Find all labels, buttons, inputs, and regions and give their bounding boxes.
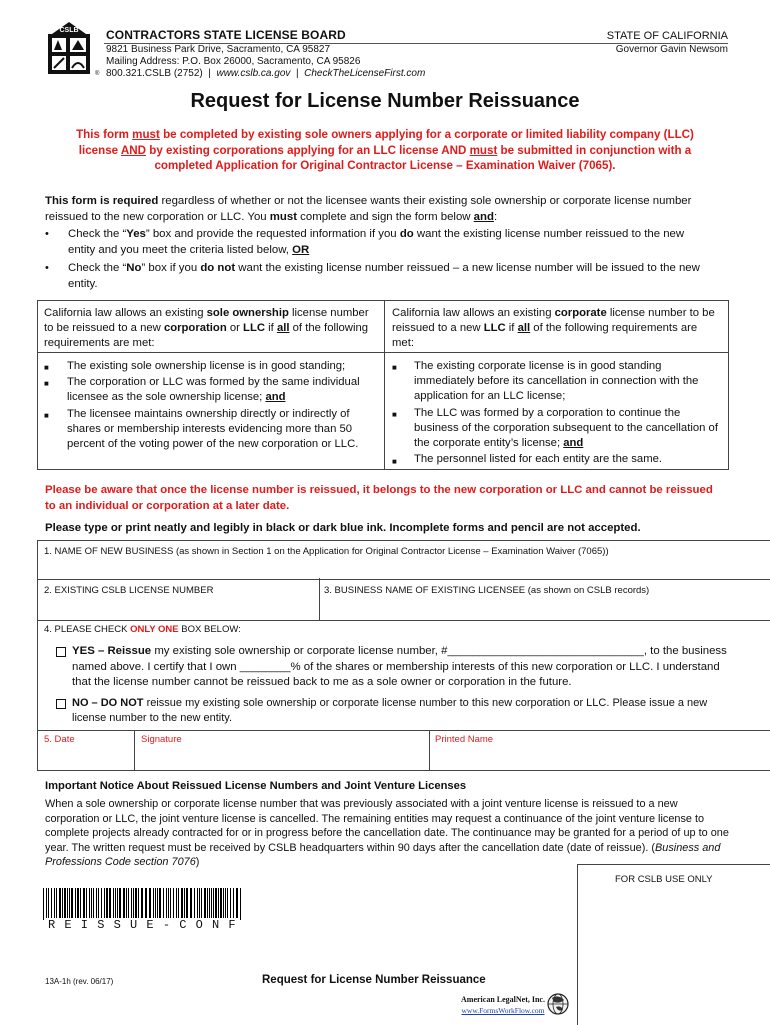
barcode-bar [173,888,174,920]
corporate-heading: California law allows an existing corporate license number to be reissued to a new LLC if all of the following requirements are met: [392,307,715,349]
state-label: STATE OF CALIFORNIA [606,30,728,42]
date-field[interactable] [37,730,135,771]
corporate-item-3: The personnel listed for each entity are the same. [414,453,663,465]
barcode-bar [101,888,102,920]
barcode-bar [197,888,198,920]
barcode-bar [190,888,192,920]
square-bullet: ■ [392,457,397,466]
barcode-bar [131,888,132,920]
contact-line [106,68,425,80]
legalnet-globe-icon [546,992,570,1016]
barcode-bar [230,888,231,920]
barcode-bar [43,888,44,920]
barcode-bar [135,888,137,920]
barcode-bar [215,888,217,920]
existing-business-name-field[interactable] [318,578,770,621]
field-label: 5. Date [44,734,75,745]
barcode-bar [184,888,185,920]
barcode-bar [96,888,97,920]
ink-notice: Please type or print neatly and legibly in black or dark blue ink. Incomplete forms and pencil are not accepted. [45,522,641,534]
signature-field[interactable] [133,730,430,771]
barcode-bar [126,888,127,920]
notice-body: When a sole ownership or corporate license number that was previously associated with a joint venture license is reissued to a new corporation or LLC, the joint venture license is cancelled. The remaining entities may request a continuance of the joint venture license to complete projects already contracted for or in progress before the cancellation date. The continuance may be granted for a period of up to one year. The written request must be received by CSLB headquarters within 90 days after the cancellation date (date of reissue). (Business and Professions Code section 7076) [45,798,729,868]
field-label: 2. EXISTING CSLB LICENSE NUMBER [44,585,214,596]
address-line-2: Mailing Address: P.O. Box 26000, Sacramento, CA 95826 [106,56,361,67]
no-option: NO – DO NOT reissue my existing sole ownership or corporate license number to this new corporation or LLC. Please issue a new license number to the new entity. [56,696,732,726]
barcode-bar [209,888,210,920]
barcode-bar [159,888,161,920]
barcode-bar [117,888,118,920]
field-label: 3. BUSINESS NAME OF EXISTING LICENSEE (as shown on CSLB records) [324,585,650,596]
barcode-bar [141,888,143,920]
square-bullet: ■ [392,363,397,372]
barcode-bar [211,888,212,920]
barcode-bar [145,888,147,920]
yes-checkbox[interactable] [56,647,66,657]
website-link[interactable]: www.cslb.ca.gov [216,68,291,79]
square-bullet: ■ [44,379,49,388]
board-name: CONTRACTORS STATE LICENSE BOARD [106,28,346,42]
printed-name-field[interactable] [429,730,770,771]
barcode-bar [201,888,202,920]
corporate-item-2: The LLC was formed by a corporation to continue the business of the corporation subsequent to the cancellation of the corporate entity’s license; and [414,407,718,449]
barcode-bar [170,888,171,920]
barcode-bar [204,888,206,920]
barcode-bar [46,888,47,920]
barcode-bar [51,888,52,920]
notice-heading: Important Notice About Reissued License Numbers and Joint Venture Licenses [45,780,467,792]
address-line-1: 9821 Business Park Drive, Sacramento, CA 95827 [106,44,331,55]
barcode-bar [59,888,61,920]
legalnet-url[interactable]: www.FormsWorkFlow.com [461,1006,545,1015]
barcode-bar [64,888,66,920]
field-label: Printed Name [435,734,494,745]
barcode-bar [109,888,111,920]
page-title: Request for License Number Reissuance [190,90,580,112]
sole-ownership-item-3: The licensee maintains ownership directly or indirectly of shares or membership interests evidencing more than 50 percent of the voting power of the new corporation or LLC. [67,408,359,450]
field-label: Signature [141,734,182,745]
barcode-bar [220,888,222,920]
field-label: 1. NAME OF NEW BUSINESS (as shown in Section 1 on the Application for Original Contractor License – Examination Waiver (7065)) [44,546,609,557]
barcode-bar [240,888,241,920]
criteria-table [37,300,729,470]
bullet-no: Check the “No” box if you do not want the existing license number reissued – a new license number will be issued to the new entity. [68,262,700,290]
yes-option: YES – Reissue my existing sole ownership or corporate license number, #_______________________________, to the business named above. I certify that I own ________% of the shares or membership interests of this new corporation or LLC. I understand that the license number cannot be reissued back to me as a sole owner or corporation in the future. [56,644,732,691]
barcode-bar [181,888,183,920]
barcode-bar [62,888,63,920]
barcode-bar [113,888,114,920]
barcode-bar [128,888,129,920]
corporate-item-1: The existing corporate license is in good standing immediately before its cancellation in connection with the application for an LLC license; [414,360,699,402]
barcode-bar [213,888,214,920]
existing-license-number-field[interactable] [37,578,320,621]
barcode-bar [163,888,164,920]
barcode-bar [69,888,70,920]
bullet-yes: Check the “Yes” box and provide the requested information if you do want the existing license number reissued to the new entity and you meet the criteria listed below, OR [68,228,685,256]
barcode-bar [218,888,219,920]
barcode-bar [194,888,195,920]
barcode-bar [75,888,76,920]
footer-title: Request for License Number Reissuance [262,974,486,986]
barcode-bar [236,888,238,920]
barcode-bar [199,888,200,920]
no-checkbox[interactable] [56,699,66,709]
barcode-bar [48,888,49,920]
barcode-bar [54,888,55,920]
barcode-bar [71,888,73,920]
logo-text: CSLB [59,27,79,34]
barcode-bar [166,888,167,920]
sole-ownership-item-2: The corporation or LLC was formed by the same individual licensee as the sole ownership license; and [67,376,360,403]
barcode-bar [227,888,228,920]
barcode-bar [77,888,79,920]
barcode-bar [86,888,87,920]
barcode-bar [83,888,85,920]
barcode-bar [176,888,177,920]
cslb-logo [44,20,94,76]
barcode-bar [106,888,108,920]
barcode-bar [233,888,234,920]
slogan-link[interactable]: CheckTheLicenseFirst.com [304,68,426,79]
barcode-bar [80,888,81,920]
required-paragraph: This form is required regardless of whether or not the licensee wants their existing sole ownership or corporate license number reissued to the new corporation or LLC. You must complete and sign the form below and: [45,195,692,223]
phone: 800.321.CSLB (2752) [106,68,203,79]
barcode-bar [67,888,68,920]
barcode-bar [225,888,226,920]
barcode-bar [138,888,139,920]
barcode-bar [91,888,92,920]
governor-label: Governor Gavin Newsom [615,44,728,55]
barcode-bar [149,888,151,920]
barcode-bar [207,888,208,920]
field-label: 4. PLEASE CHECK ONLY ONE BOX BELOW: [44,624,241,635]
sole-ownership-item-1: The existing sole ownership license is in good standing; [67,360,346,372]
registered-mark: ® [95,71,100,77]
separator: | [208,68,211,79]
barcode-bar [133,888,134,920]
barcode-bar [168,888,169,920]
barcode-bar [98,888,99,920]
square-bullet: ■ [44,411,49,420]
barcode-bar [123,888,125,920]
reissue-warning: Please be aware that once the license number is reissued, it belongs to the new corporation or LLC and cannot be reissued to an individual or corporation at a later date. [45,484,713,512]
sole-ownership-heading: California law allows an existing sole ownership license number to be reissued to a new corporation or LLC if all of the following requirements are met: [44,307,369,349]
barcode-bar [115,888,116,920]
barcode-bar [119,888,121,920]
new-business-name-field[interactable] [37,540,770,580]
bullet-dot: • [45,262,49,274]
barcode-bar [155,888,156,920]
separator: | [295,68,299,79]
barcode-bar [157,888,158,920]
barcode-bar [93,888,94,920]
cslb-use-label: FOR CSLB USE ONLY [615,874,713,885]
bullet-dot: • [45,228,49,240]
barcode-bar [153,888,154,920]
barcode-bar [104,888,105,920]
barcode-bar [178,888,179,920]
barcode-bar [56,888,57,920]
cslb-use-box [577,864,770,1025]
barcode-bar [89,888,90,920]
square-bullet: ■ [392,410,397,419]
intro-notice: This form must be completed by existing sole owners applying for a corporate or limited liability company (LLC) license AND by existing corporations applying for an LLC license AND must be submitted in conjunction with a completed Application for Original Contractor License – Examination Waiver (7065). [76,128,694,172]
barcode-bar [186,888,188,920]
barcode-bar [223,888,224,920]
square-bullet: ■ [44,363,49,372]
barcode-text: R E I S S U E - C O N F [48,918,237,932]
legalnet-name: American LegalNet, Inc. [461,995,545,1004]
form-number: 13A-1h (rev. 06/17) [45,977,114,986]
